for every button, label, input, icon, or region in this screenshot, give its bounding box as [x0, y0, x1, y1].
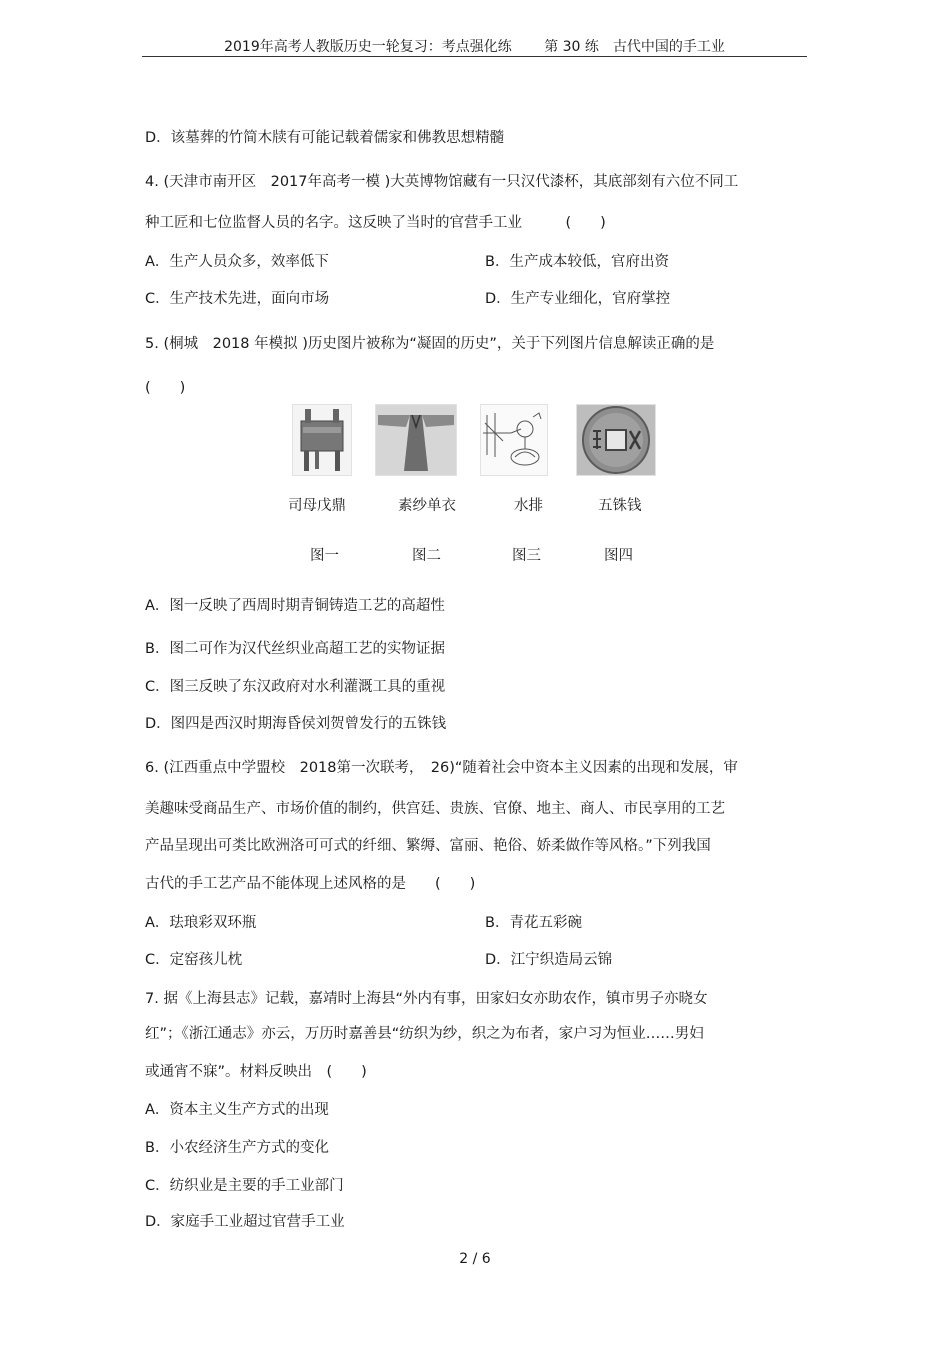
q4-option-a: A．生产人员众多，效率低下	[145, 254, 329, 270]
q5-option-b: B．图二可作为汉代丝织业高超工艺的实物证据	[145, 641, 445, 657]
q4-option-c: C．生产技术先进，面向市场	[145, 291, 330, 307]
q6-stem-line4: 古代的手工艺产品不能体现上述风格的是 ( )	[145, 876, 476, 892]
page-header	[142, 36, 807, 57]
figure-4-label: 图四	[604, 548, 633, 564]
figure-1-label: 图一	[310, 548, 339, 564]
q4-option-b: B．生产成本较低，官府出资	[485, 254, 669, 270]
q6-option-a: A．珐琅彩双环瓶	[145, 915, 257, 931]
q7-stem-line1: 7. 据《上海县志》记载，嘉靖时上海县“外内有事，田家妇女亦助农作，镇市男子亦晓女	[145, 991, 708, 1007]
page-number: 2 / 6	[459, 1251, 491, 1267]
q6-option-d: D．江宁织造局云锦	[485, 952, 613, 968]
q6-stem-line2: 美趣味受商品生产、市场价值的制约，供宫廷、贵族、官僚、地主、商人、市民享用的工艺	[145, 801, 725, 817]
q5-figure-row	[0, 404, 950, 476]
q6-stem-line3: 产品呈现出可类比欧洲洛可可式的纤细、繁缛、富丽、艳俗、娇柔做作等风格。”下列我国	[145, 838, 711, 854]
q5-stem-line2: ( )	[145, 380, 186, 396]
q4-stem-line1: 4. (天津市南开区 2017年高考一模 )大英博物馆藏有一只汉代漆杯，其底部刻有六位不同工	[145, 174, 739, 190]
q5-option-a: A．图一反映了西周时期青铜铸造工艺的高超性	[145, 598, 445, 614]
figure-2-label: 图二	[412, 548, 441, 564]
wuzhu-coin-image	[576, 404, 656, 476]
figure-2-name: 素纱单衣	[398, 498, 456, 514]
q7-option-a: A．资本主义生产方式的出现	[145, 1102, 329, 1118]
water-bellows-image	[480, 404, 548, 476]
q7-stem-line2: 红”；《浙江通志》亦云，万历时嘉善县“纺织为纱，织之为布者，家户习为恒业……男妇	[145, 1026, 704, 1042]
silk-robe-image	[375, 404, 457, 476]
q5-stem-line1: 5. (桐城 2018 年模拟 )历史图片被称为“凝固的历史”，关于下列图片信息解读正确的是	[145, 336, 715, 352]
figure-3-name: 水排	[514, 498, 543, 514]
figure-4-name: 五铢钱	[598, 498, 642, 514]
q7-option-b: B．小农经济生产方式的变化	[145, 1140, 329, 1156]
q7-option-d: D．家庭手工业超过官营手工业	[145, 1214, 345, 1230]
q6-option-c: C．定窑孩儿枕	[145, 952, 243, 968]
header-title: 2019年高考人教版历史一轮复习：考点强化练	[224, 39, 512, 55]
q7-option-c: C．纺织业是主要的手工业部门	[145, 1178, 344, 1194]
figure-1-name: 司母戊鼎	[288, 498, 346, 514]
header-section: 第 30 练 古代中国的手工业	[544, 39, 725, 55]
q3-option-d: D．该墓葬的竹简木牍有可能记载着儒家和佛教思想精髓	[145, 130, 505, 146]
q6-stem-line1: 6. (江西重点中学盟校 2018第一次联考， 26)“随着社会中资本主义因素的出现和发展，审	[145, 760, 738, 776]
q4-option-d: D．生产专业细化，官府掌控	[485, 291, 671, 307]
q5-option-d: D．图四是西汉时期海昏侯刘贺曾发行的五铢钱	[145, 716, 447, 732]
q7-stem-line3: 或通宵不寐”。材料反映出 ( )	[145, 1064, 367, 1080]
q5-option-c: C．图三反映了东汉政府对水利灌溉工具的重视	[145, 679, 446, 695]
q6-option-b: B．青花五彩碗	[485, 915, 582, 931]
q4-stem-line2: 种工匠和七位监督人员的名字。这反映了当时的官营手工业 ( )	[145, 215, 606, 231]
figure-3-label: 图三	[512, 548, 541, 564]
ding-bronze-vessel-image	[292, 404, 352, 476]
